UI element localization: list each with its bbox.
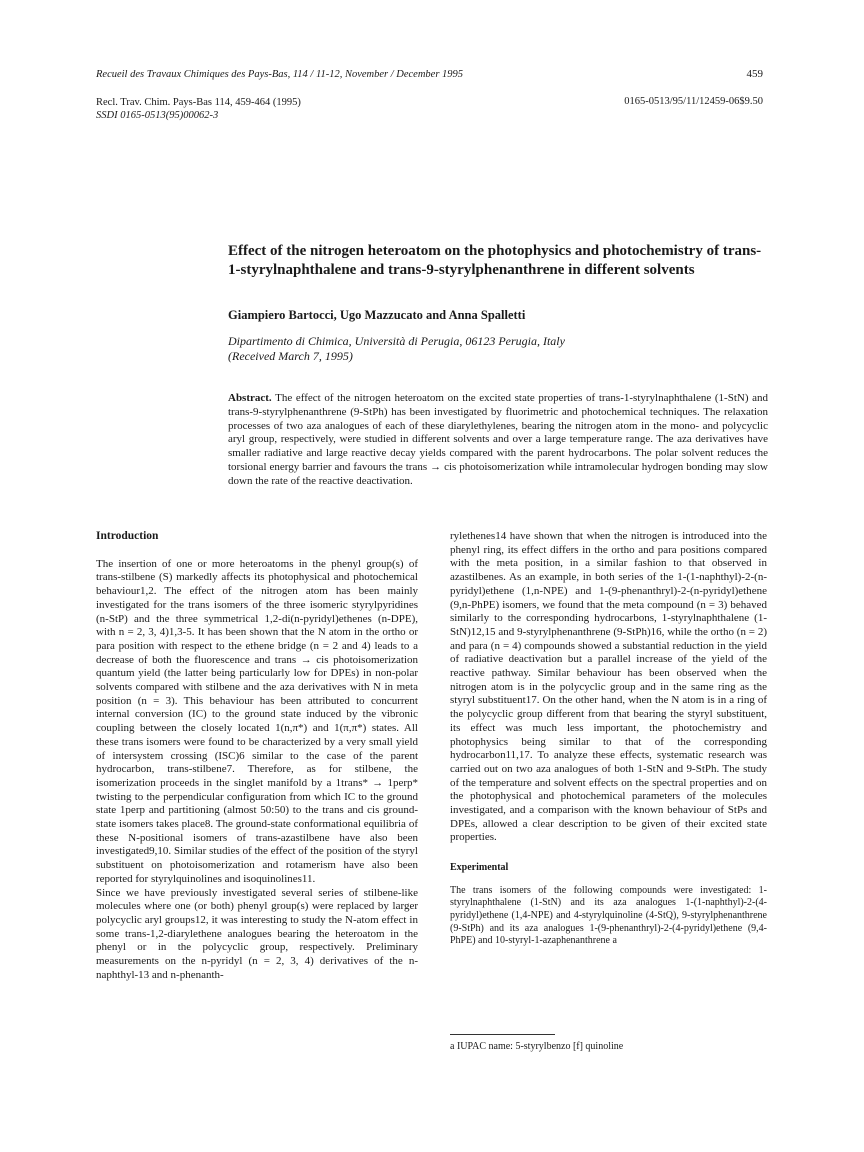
- abstract-text: The effect of the nitrogen heteroatom on the excited state properties of trans-1-styrylnaphthalene (1-StN) and trans-9-styrylphenanthrene (9-StPh) has been investigated by fluorimetric and photochemical techniques. The relaxation processes of two aza analogues of each of these diarylethylenes, bearing the nitrogen atom in the mono- and polycyclic aryl group, respectively, were studied in different solvents and over a large temperature range. The aza derivatives have smaller radiative and large reactive decay yields compared with the parent hydrocarbons. The polar solvent reduces the torsional energy barrier and favours the trans → cis photoisomerization while intramolecular hydrogen bonding may slow down the rate of the reactive deactivation.: [228, 392, 768, 487]
- received-date: (Received March 7, 1995): [228, 349, 353, 363]
- intro-paragraph-1: The insertion of one or more heteroatoms in the phenyl group(s) of trans-stilbene (S) markedly affects its photophysical and photochemical behaviour1,2. The effect of the nitrogen atom has been mainly investigated for the trans isomers of the three isomeric styrylpyridines (n-StP) and the three symmetrical 1,2-di(n-pyridyl)ethenes (n-DPE), with n = 2, 3, 4)1,3-5. It has been shown that the N atom in the ortho or para position with respect to the ethene bridge (n = 2 and 4) leads to a decrease of both the fluorescence and trans → cis photoisomerization quantum yield (the latter being particularly low for DPEs) in non-polar solvents compared with stilbene and the aza derivatives with N in meta position (n = 3). This behaviour has been attributed to concurrent internal conversion (IC) to the ground state induced by the vibronic coupling between the closely located 1(n,π*) and 1(π,π*) states. All these trans isomers were found to be characterized by a very small yield of intersystem crossing (ISC)6 similar to the case of the parent hydrocarbon, trans-stilbene7. Therefore, as for stilbene, the isomerization proceeds in the singlet manifold by a 1trans* → 1perp* twisting to the perpendicular configuration from which IC to the ground state 1perp and partitioning (almost 50:50) to the trans and cis ground-state isomers takes place8. The ground-state conformational equilibria of these N-positional isomers of trans-azastilbene have also been investigated9,10. Similar studies of the effect of the position of the styryl substituent on photoisomerization and rotamerism have also been reported for styrylquinolines and isoquinolines11.: [96, 557, 418, 885]
- citation-block: [96, 96, 301, 122]
- citation: Recl. Trav. Chim. Pays-Bas 114, 459-464 (1995): [96, 97, 301, 108]
- affiliation-block: [228, 334, 565, 364]
- intro-paragraph-3: rylethenes14 have shown that when the nitrogen is introduced into the phenyl ring, its effect differs in the ortho and para positions compared with the meta position, in a similar fashion to that observed in azastilbenes. As an example, in both series of the 1-(1-naphthyl)-2-(n-pyridyl)ethene (1,n-NPE) and 1-(9-phenanthryl)-2-(n-pyridyl)ethene (9,n-PhPE) isomers, we found that the meta compound (n = 3) behaved similarly to the corresponding hydrocarbons, 1-styrylnaphthalene (1-StN)12,15 and 9-styrylphenanthrene (9-StPh)16, while the ortho (n = 2) and para (n = 4) compounds showed a substantial reduction in the yield of radiative deactivation but a parallel increase of the yield of the reactive pathway. Similar behaviour has been observed when the nitrogen atom is in the polycyclic group and in the same ring as the styryl substituent17. On the other hand, when the N atom is in a ring of the polycyclic group different from that bearing the styryl substituent, its effect was much less important, the photochemistry and photophysics being similar to that of the corresponding hydrocarbon11,17. To analyze these effects, systematic research was carried out on two aza analogues of both 1-StN and 9-StPh. The study of the temperature and solvent effects on the spectral properties and on the photophysical and photochemical parameters of the molecules investigated, and a comparison with the known behaviour of StPs and DPEs, allowed a clear description to be given of their excited state properties.: [450, 530, 767, 844]
- abstract: [228, 392, 768, 489]
- section-heading-introduction: Introduction: [96, 530, 159, 542]
- page-number: 459: [746, 68, 763, 80]
- article-title: Effect of the nitrogen heteroatom on the photophysics and photochemistry of trans-1-styrylnaphthalene and trans-9-styrylphenanthrene in different solvents: [228, 243, 762, 278]
- abstract-label: Abstract.: [228, 392, 272, 404]
- left-column: [96, 530, 418, 983]
- article-code: 0165-0513/95/11/12459-06$9.50: [624, 96, 763, 107]
- experimental-text: The trans isomers of the following compounds were investigated: 1-styrylnaphthalene (1-StN) and its aza analogues 1-(1-naphthyl)-2-(4-pyridyl)ethene (1,4-NPE) and 4-styrylquinoline (4-StQ), 9-styrylphenanthrene (9-StPh) and its aza analogues 1-(9-phenanthryl)-2-(4-pyridyl)ethene (9,4-PhPE) and 10-styryl-1-azaphenanthrene a: [450, 884, 767, 947]
- footnote-divider: [450, 1034, 555, 1035]
- affiliation: Dipartimento di Chimica, Università di Perugia, 06123 Perugia, Italy: [228, 334, 565, 348]
- journal-header: Recueil des Travaux Chimiques des Pays-Bas, 114 / 11-12, November / December 1995: [96, 69, 464, 80]
- ssdi: SSDI 0165-0513(95)00062-3: [96, 110, 219, 121]
- authors: Giampiero Bartocci, Ugo Mazzucato and Anna Spalletti: [228, 308, 526, 322]
- intro-paragraph-2: Since we have previously investigated several series of stilbene-like molecules where one (or both) phenyl group(s) were replaced by larger polycyclic aryl groups12, it was interesting to study the N-atom effect in some trans-1,2-diarylethene analogues bearing the heteroatom in the phenyl or in the polycyclic group, respectively. Preliminary measurements on the n-pyridyl (n = 2, 3, 4) derivatives of the n-naphthyl-13 and n-phenanth-: [96, 886, 418, 981]
- section-heading-experimental: Experimental: [450, 862, 509, 874]
- footnote: a IUPAC name: 5-styrylbenzo [f] quinoline: [450, 1041, 624, 1052]
- right-column: [450, 530, 767, 948]
